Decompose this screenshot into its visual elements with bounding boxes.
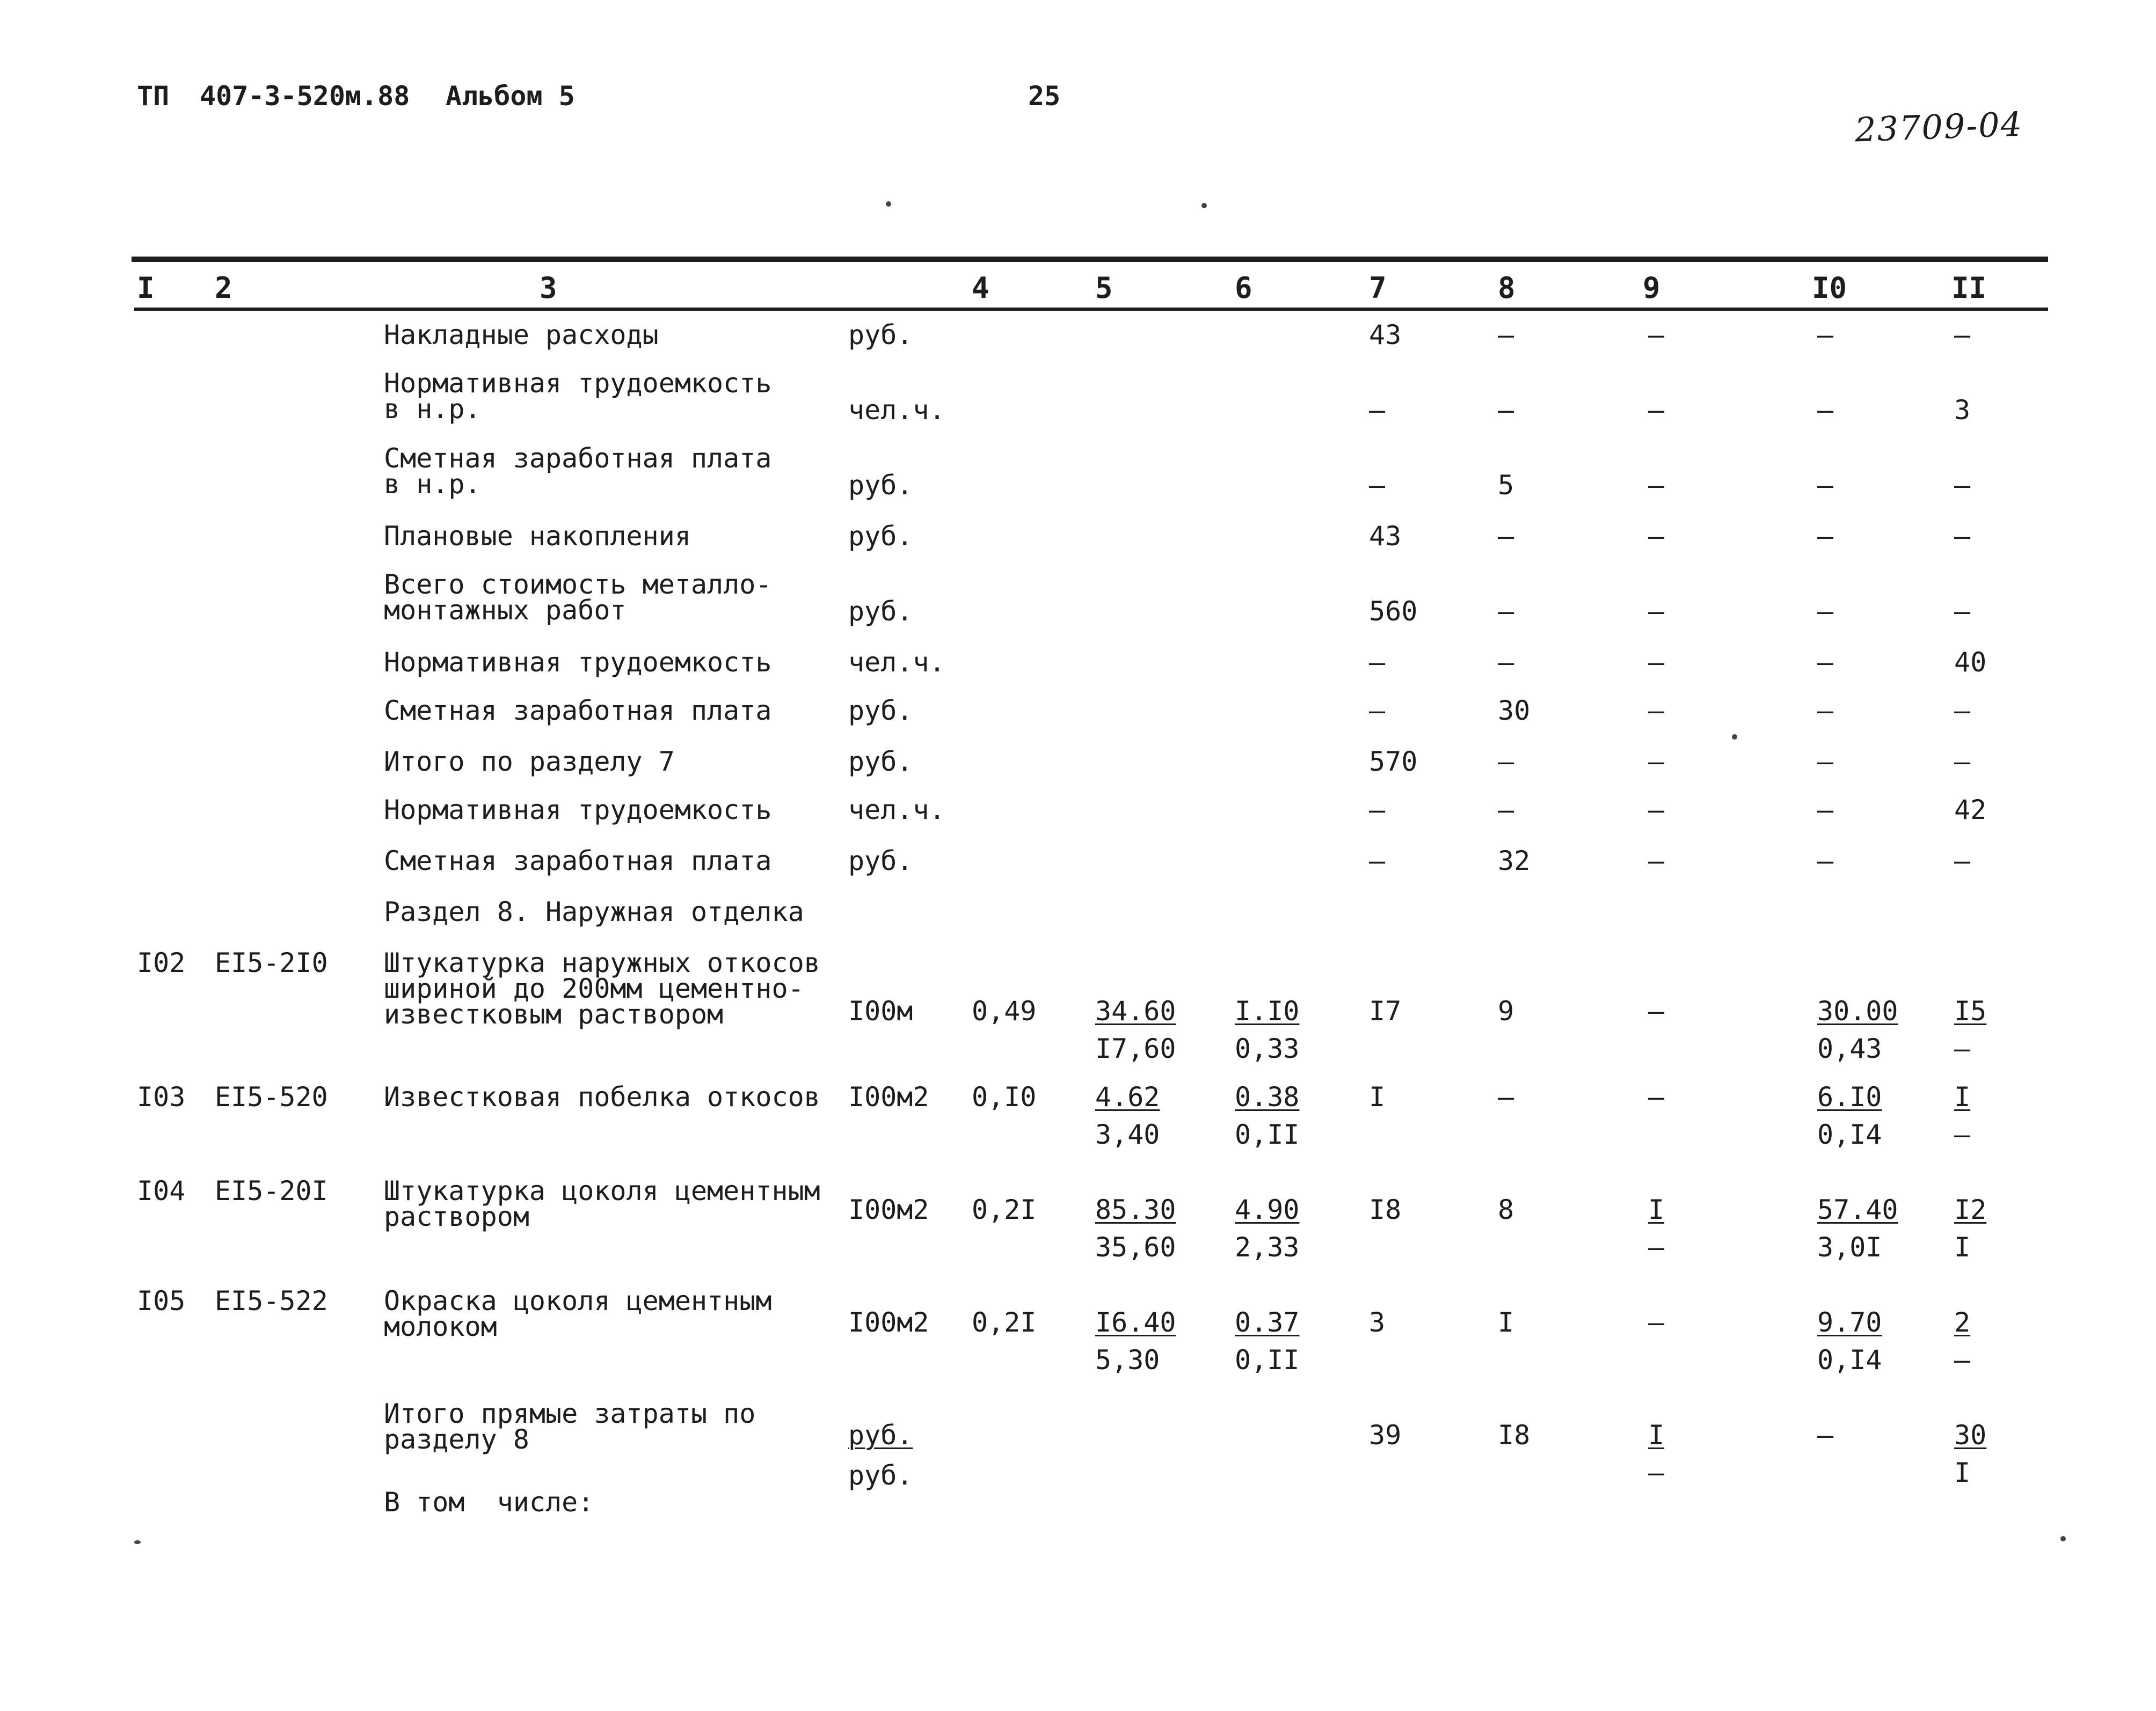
labor-total: 30 (1954, 1420, 1987, 1451)
table-top-rule (132, 257, 2048, 262)
item-description: Окраска цоколя цементным молоком (384, 1285, 772, 1342)
machine-total: – (1648, 695, 1665, 726)
item-description: Сметная заработная плата (384, 695, 772, 726)
labor-unit: – (1817, 394, 1834, 426)
item-description: Накладные расходы (384, 319, 659, 350)
quantity: 0,49 (972, 996, 1037, 1027)
rate-code: ЕI5-2I0 (215, 947, 328, 978)
labor-total: 40 (1954, 647, 1987, 678)
labor-unit: – (1817, 845, 1834, 876)
labor-unit: 30.00 (1817, 996, 1898, 1027)
wage-total: – (1498, 794, 1514, 825)
unit: руб. (848, 319, 913, 350)
machine-cost-wages: 0,II (1235, 1344, 1300, 1376)
unit: руб. (848, 521, 913, 552)
labor-total: – (1954, 746, 1971, 777)
total-cost: I (1369, 1081, 1386, 1113)
wage-total: – (1498, 521, 1514, 552)
total-cost: 570 (1369, 746, 1418, 777)
album-label: Альбом 5 (446, 81, 575, 112)
column-header-3: 3 (540, 271, 557, 305)
catalog-number: 23709-04 (1854, 104, 2024, 150)
item-description: Штукатурка наружных откосов шириной до 200мм цементно- известковым раствором (384, 947, 820, 1030)
labor-total: I5 (1954, 996, 1987, 1027)
unit: руб. (848, 845, 913, 876)
total-cost: – (1369, 794, 1386, 825)
quantity: 0,2I (972, 1194, 1037, 1225)
scan-speck (1201, 203, 1207, 208)
labor-unit-machinist: 0,I4 (1817, 1119, 1882, 1150)
total-cost: – (1369, 845, 1386, 876)
labor-total: – (1954, 845, 1971, 876)
total-cost: 3 (1369, 1307, 1386, 1338)
unit: чел.ч. (848, 794, 945, 825)
machine-total: – (1648, 647, 1665, 678)
unit: I00м2 (848, 1307, 929, 1338)
unit-cost: 34.60 (1095, 996, 1176, 1027)
labor-unit: – (1817, 319, 1834, 350)
wage-total: I (1498, 1307, 1514, 1338)
column-header-9: 9 (1643, 271, 1660, 305)
unit-cost-wages: 3,40 (1095, 1119, 1160, 1150)
total-cost: – (1369, 470, 1386, 501)
machine-cost: 4.90 (1235, 1194, 1300, 1225)
scan-speck (886, 201, 891, 207)
total-cost: – (1369, 695, 1386, 726)
wage-total: 9 (1498, 996, 1514, 1027)
labor-total: 3 (1954, 394, 1971, 426)
unit: I00м2 (848, 1081, 929, 1113)
labor-total-machinist: I (1954, 1457, 1971, 1488)
total-cost: I7 (1369, 996, 1402, 1027)
labor-unit: – (1817, 695, 1834, 726)
wage-total: – (1498, 394, 1514, 426)
unit-cost-wages: 5,30 (1095, 1344, 1160, 1376)
unit: чел.ч. (848, 394, 945, 426)
item-description: Итого по разделу 7 (384, 746, 675, 777)
machine-cost-wages: 0,II (1235, 1119, 1300, 1150)
unit: руб. (848, 1420, 913, 1451)
machine-total-wages: – (1648, 1232, 1665, 1263)
labor-total-machinist: – (1954, 1344, 1971, 1376)
labor-unit: – (1817, 1420, 1834, 1451)
unit-secondary: руб. (848, 1460, 913, 1491)
header-bottom-rule (134, 308, 2048, 311)
column-header-11: II (1951, 271, 1987, 305)
labor-total: I2 (1954, 1194, 1987, 1225)
unit: I00м2 (848, 1194, 929, 1225)
item-description: Сметная заработная плата (384, 845, 772, 876)
wage-total: 5 (1498, 470, 1514, 501)
labor-unit: – (1817, 794, 1834, 825)
scan-speck (134, 1540, 141, 1544)
machine-cost: 0.38 (1235, 1081, 1300, 1113)
labor-unit: – (1817, 596, 1834, 627)
labor-total: – (1954, 695, 1971, 726)
row-number: I03 (137, 1081, 186, 1113)
scan-speck (1732, 734, 1737, 740)
unit: руб. (848, 596, 913, 627)
wage-total: 8 (1498, 1194, 1514, 1225)
item-description: Итого прямые затраты по разделу 8 (384, 1398, 756, 1455)
labor-unit-machinist: 3,0I (1817, 1232, 1882, 1263)
machine-total: – (1648, 746, 1665, 777)
machine-total: – (1648, 794, 1665, 825)
labor-unit: 9.70 (1817, 1307, 1882, 1338)
item-description: Штукатурка цоколя цементным раствором (384, 1175, 820, 1232)
column-header-2: 2 (215, 271, 232, 305)
labor-total-machinist: – (1954, 1119, 1971, 1150)
unit: руб. (848, 695, 913, 726)
item-description: Нормативная трудоемкость (384, 794, 772, 825)
machine-total: I (1648, 1420, 1665, 1451)
wage-total: I8 (1498, 1420, 1531, 1451)
machine-cost-wages: 2,33 (1235, 1232, 1300, 1263)
labor-unit: – (1817, 647, 1834, 678)
item-description: Всего стоимость металло- монтажных работ (384, 569, 772, 626)
doc-number: 407-3-520м.88 (200, 81, 410, 112)
column-header-1: I (137, 271, 155, 305)
column-header-5: 5 (1095, 271, 1113, 305)
labor-total-machinist: I (1954, 1232, 1971, 1263)
column-header-8: 8 (1498, 271, 1516, 305)
column-header-6: 6 (1235, 271, 1252, 305)
labor-total: – (1954, 319, 1971, 350)
machine-cost: I.I0 (1235, 996, 1300, 1027)
machine-total: – (1648, 521, 1665, 552)
labor-total-machinist: – (1954, 1033, 1971, 1064)
unit-cost: I6.40 (1095, 1307, 1176, 1338)
wage-total: – (1498, 647, 1514, 678)
column-header-7: 7 (1369, 271, 1387, 305)
wage-total: – (1498, 1081, 1514, 1113)
machine-total: – (1648, 1081, 1665, 1113)
labor-unit-machinist: 0,I4 (1817, 1344, 1882, 1376)
machine-total: I (1648, 1194, 1665, 1225)
total-cost: – (1369, 647, 1386, 678)
labor-total: – (1954, 470, 1971, 501)
unit-cost: 4.62 (1095, 1081, 1160, 1113)
machine-total: – (1648, 1307, 1665, 1338)
wage-total: – (1498, 319, 1514, 350)
labor-total: 42 (1954, 794, 1987, 825)
page-number: 25 (1028, 81, 1061, 112)
total-cost: 560 (1369, 596, 1418, 627)
item-description: Нормативная трудоемкость (384, 647, 772, 678)
rate-code: ЕI5-522 (215, 1285, 328, 1317)
machine-total-wages: – (1648, 1457, 1665, 1488)
machine-total: – (1648, 319, 1665, 350)
unit: чел.ч. (848, 647, 945, 678)
rate-code: ЕI5-20I (215, 1175, 328, 1207)
total-cost: – (1369, 394, 1386, 426)
total-cost: 43 (1369, 521, 1402, 552)
row-number: I02 (137, 947, 186, 978)
labor-unit: – (1817, 746, 1834, 777)
machine-cost-wages: 0,33 (1235, 1033, 1300, 1064)
total-cost: 39 (1369, 1420, 1402, 1451)
row-number: I04 (137, 1175, 186, 1207)
item-description: В том числе: (384, 1487, 594, 1518)
item-description: Плановые накопления (384, 521, 691, 552)
column-header-4: 4 (972, 271, 989, 305)
machine-total: – (1648, 470, 1665, 501)
item-description: Сметная заработная плата в н.р. (384, 443, 772, 500)
labor-unit: – (1817, 470, 1834, 501)
labor-unit: 6.I0 (1817, 1081, 1882, 1113)
row-number: I05 (137, 1285, 186, 1317)
machine-total: – (1648, 996, 1665, 1027)
scan-speck (2060, 1536, 2066, 1541)
quantity: 0,I0 (972, 1081, 1037, 1113)
wage-total: – (1498, 596, 1514, 627)
labor-total: – (1954, 596, 1971, 627)
unit: I00м (848, 996, 913, 1027)
labor-unit: – (1817, 521, 1834, 552)
machine-cost: 0.37 (1235, 1307, 1300, 1338)
item-description: Нормативная трудоемкость в н.р. (384, 368, 772, 425)
column-header-10: I0 (1812, 271, 1847, 305)
doc-code: ТП (137, 81, 170, 112)
quantity: 0,2I (972, 1307, 1037, 1338)
unit-cost-wages: I7,60 (1095, 1033, 1176, 1064)
labor-unit: 57.40 (1817, 1194, 1898, 1225)
rate-code: ЕI5-520 (215, 1081, 328, 1113)
machine-total: – (1648, 845, 1665, 876)
labor-total: 2 (1954, 1307, 1971, 1338)
item-description: Раздел 8. Наружная отделка (384, 896, 804, 927)
machine-total: – (1648, 394, 1665, 426)
labor-total: I (1954, 1081, 1971, 1113)
wage-total: – (1498, 746, 1514, 777)
total-cost: 43 (1369, 319, 1402, 350)
unit-cost-wages: 35,60 (1095, 1232, 1176, 1263)
wage-total: 30 (1498, 695, 1531, 726)
wage-total: 32 (1498, 845, 1531, 876)
machine-total: – (1648, 596, 1665, 627)
unit: руб. (848, 470, 913, 501)
total-cost: I8 (1369, 1194, 1402, 1225)
unit: руб. (848, 746, 913, 777)
labor-total: – (1954, 521, 1971, 552)
item-description: Известковая побелка откосов (384, 1081, 820, 1113)
labor-unit-machinist: 0,43 (1817, 1033, 1882, 1064)
unit-cost: 85.30 (1095, 1194, 1176, 1225)
